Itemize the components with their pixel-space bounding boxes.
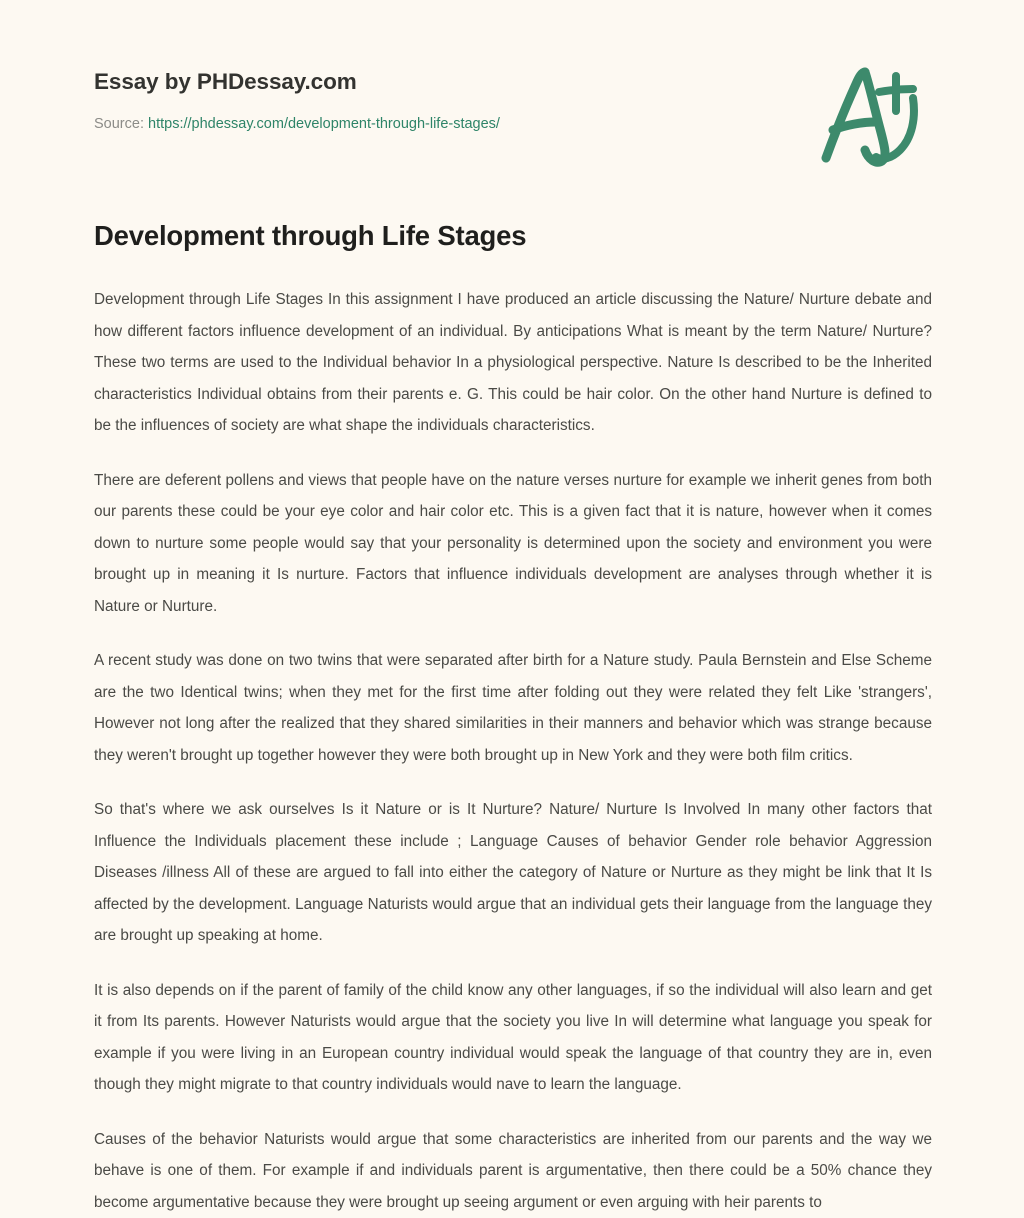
- paragraph: So that's where we ask ourselves Is it Nature or is It Nurture? Nature/ Nurture Is Involved In many other factors that Influence the Individuals placement these include ; Language Causes of behavior Gender role behavior Aggression Diseases /illness All of these are argued to fall into either the category of Nature or Nurture as they might be link that It Is affected by the development. Language Naturists would argue that an individual gets their language from the language they are brought up speaking at home.: [94, 794, 932, 952]
- page-title: Development through Life Stages: [94, 219, 526, 253]
- paragraph: There are deferent pollens and views that people have on the nature verses nurture for example we inherit genes from both our parents these could be your eye color and hair color etc. This is a given fact that it is nature, however when it comes down to nurture some people would say that your personality is determined upon the society and environment you were brought up in meaning it Is nurture. Factors that influence individuals development are analyses through whether it is Nature or Nurture.: [94, 465, 932, 623]
- paragraph: Development through Life Stages In this assignment I have produced an article discussing the Nature/ Nurture debate and how different factors influence development of an individual. By anticipations What is meant by the term Nature/ Nurture? These two terms are used to the Individual behavior In a physiological perspective. Nature Is described to be the Inherited characteristics Individual obtains from their parents e. G. This could be hair color. On the other hand Nurture is defined to be the influences of society are what shape the individuals characteristics.: [94, 284, 932, 442]
- a-plus-logo-svg: [816, 62, 926, 167]
- source-line: [94, 115, 930, 134]
- article-body: [94, 284, 932, 1218]
- paragraph: Causes of the behavior Naturists would argue that some characteristics are inherited from our parents and the way we behave is one of them. For example if and individuals parent is argumentative, then there could be a 50% chance they become argumentative because they were brought up seeing argument or even arguing with heir parents to: [94, 1124, 932, 1218]
- paragraph: It is also depends on if the parent of family of the child know any other languages, if so the individual will also learn and get it from Its parents. However Naturists would argue that the society you live In will determine what language you speak for example if you were living in an European country individual would speak the language of that country they are in, even though they might migrate to that country individuals would nave to learn the language.: [94, 975, 932, 1101]
- brand-title: Essay by PHDessay.com: [94, 68, 930, 95]
- a-plus-logo-icon: [816, 62, 926, 167]
- source-label: Source:: [94, 116, 144, 132]
- paragraph: A recent study was done on two twins that were separated after birth for a Nature study. Paula Bernstein and Else Scheme are the two Identical twins; when they met for the first time after folding out they were related they felt Like 'strangers', However not long after the realized that they shared similarities in their manners and behavior which was strange because they weren't brought up together however they were both brought up in New York and they were both film critics.: [94, 645, 932, 771]
- source-url-link[interactable]: https://phdessay.com/development-through-life-stages/: [148, 116, 500, 132]
